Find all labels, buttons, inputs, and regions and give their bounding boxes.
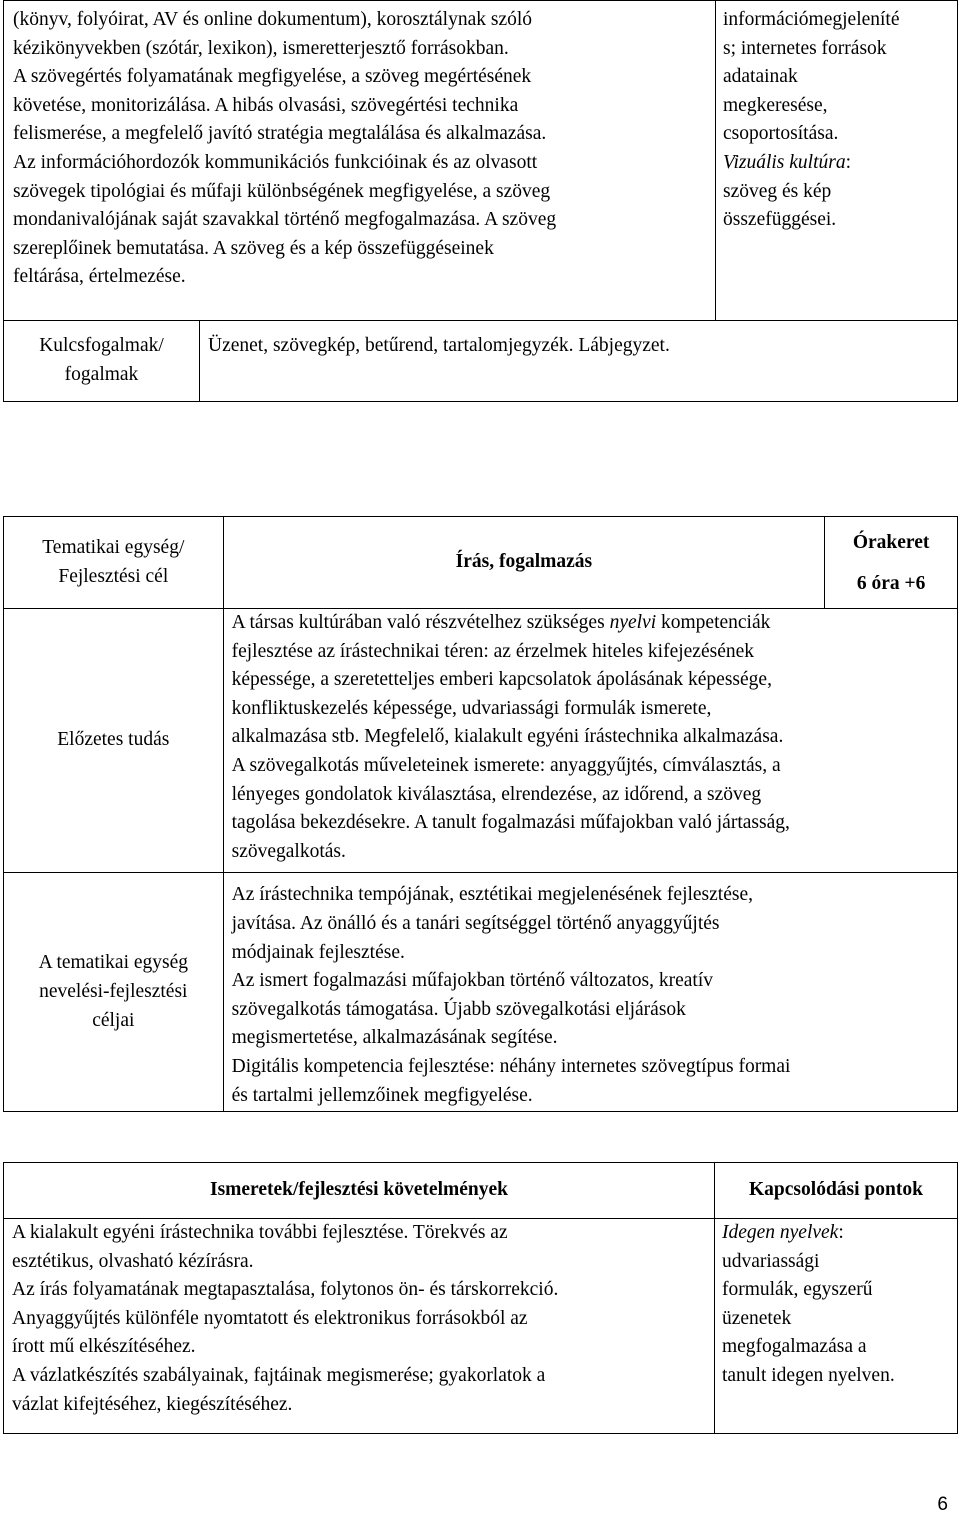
hours-label: Órakeret bbox=[852, 531, 930, 553]
content-line: szövegek tipológiai és műfaji különbségének megfigyelése, a szöveg bbox=[13, 180, 551, 202]
unit-title: Írás, fogalmazás bbox=[455, 551, 593, 573]
connection-line: tanult idegen nyelven. bbox=[721, 1364, 895, 1386]
prior-knowledge-label-cell bbox=[4, 609, 224, 873]
prior-knowledge-line: alkalmazása stb. Megfelelő, kialakult egyéni írástechnika alkalmazása. bbox=[231, 726, 784, 748]
requirement-line: Anyaggyűjtés különféle nyomtatott és elektronikus forrásokból az bbox=[12, 1307, 528, 1329]
curriculum-continuation-table bbox=[3, 0, 958, 402]
content-cell bbox=[4, 1, 716, 321]
connection-line: üzenetek bbox=[721, 1307, 792, 1329]
keywords-label: Kulcsfogalmak/ bbox=[39, 335, 164, 357]
goals-line: javítása. Az önálló és a tanári segítséggel történő anyaggyűjtés bbox=[231, 912, 720, 934]
unit-label: Tematikai egység/ bbox=[42, 536, 185, 558]
prior-knowledge-line: tagolása bekezdésekre. A tanult fogalmazási műfajokban való jártasság, bbox=[231, 812, 790, 834]
goals-label: A tematikai egység bbox=[38, 952, 189, 974]
requirements-table bbox=[3, 1162, 958, 1434]
goals-line: Digitális kompetencia fejlesztése: néhány internetes szövegtípus formai bbox=[231, 1055, 791, 1077]
connections-cell bbox=[714, 1219, 957, 1434]
goals-label: céljai bbox=[92, 1009, 135, 1031]
content-line: (könyv, folyóirat, AV és online dokumentum), korosztálynak szóló bbox=[13, 9, 533, 30]
requirement-line: esztétikus, olvasható kézírásra. bbox=[12, 1250, 254, 1272]
requirement-line: A kialakult egyéni írástechnika további fejlesztése. Törekvés az bbox=[12, 1222, 508, 1243]
connection-subject-line: Idegen nyelvek: bbox=[721, 1222, 844, 1243]
connection-line: szöveg és kép bbox=[723, 180, 832, 202]
requirement-line: írott mű elkészítéséhez. bbox=[12, 1336, 196, 1358]
prior-knowledge-line: lényeges gondolatok kiválasztása, elrendezése, az időrend, a szöveg bbox=[231, 783, 762, 805]
goals-line: és tartalmi jellemzőinek megfigyelése. bbox=[231, 1084, 533, 1106]
connection-subject-line: Vizuális kultúra: bbox=[723, 151, 852, 173]
prior-knowledge-line: konfliktuskezelés képessége, udvariassági formulák ismerete, bbox=[231, 697, 712, 719]
keywords-label-cell bbox=[4, 321, 200, 402]
goals-line: módjainak fejlesztése. bbox=[231, 941, 405, 963]
content-line: felismerése, a megfelelő javító stratégia megtalálása és alkalmazása. bbox=[13, 123, 547, 145]
hours-value: 6 óra +6 bbox=[856, 572, 926, 594]
prior-knowledge-line: A szövegalkotás műveleteinek ismerete: anyaggyűjtés, címválasztás, a bbox=[231, 754, 781, 776]
requirement-line: vázlat kifejtéséhez, kiegészítéséhez. bbox=[12, 1393, 293, 1415]
connections-header: Kapcsolódási pontok bbox=[749, 1179, 923, 1201]
content-line: feltárása, értelmezése. bbox=[13, 266, 186, 288]
goals-line: Az ismert fogalmazási műfajokban történő változatos, kreatív bbox=[231, 970, 713, 992]
prior-knowledge-line: szövegalkotás. bbox=[231, 840, 346, 862]
connection-line: udvariassági bbox=[721, 1250, 820, 1272]
requirement-line: A vázlatkészítés szabályainak, fajtáinak megismerése; gyakorlatok a bbox=[12, 1364, 546, 1386]
connection-line: megkeresése, bbox=[723, 94, 828, 116]
prior-knowledge-line: fejlesztése az írástechnikai téren: az érzelmek hiteles kifejezésének bbox=[231, 640, 755, 662]
content-line: Az információhordozók kommunikációs funkcióinak és az olvasott bbox=[13, 151, 538, 173]
prior-knowledge-cell bbox=[223, 609, 957, 873]
goals-label-cell bbox=[4, 873, 224, 1112]
goals-line: szövegalkotás támogatása. Újabb szövegalkotási eljárások bbox=[231, 998, 686, 1020]
content-line: követése, monitorizálása. A hibás olvasási, szövegértési technika bbox=[13, 94, 519, 116]
unit-title-cell bbox=[223, 517, 825, 609]
goals-cell bbox=[223, 873, 957, 1112]
page-number: 6 bbox=[937, 1494, 948, 1515]
keywords-label: fogalmak bbox=[64, 364, 139, 385]
hours-cell bbox=[825, 517, 958, 609]
requirements-header: Ismeretek/fejlesztési követelmények bbox=[209, 1179, 508, 1201]
content-line: mondanivalójának saját szavakkal történő megfogalmazása. A szöveg bbox=[13, 209, 557, 231]
prior-knowledge-line: A társas kultúrában való részvételhez szükséges nyelvi kompetenciák bbox=[231, 612, 771, 633]
content-line: A szövegértés folyamatának megfigyelése, a szöveg megértésének bbox=[13, 66, 532, 88]
connections-cell bbox=[716, 1, 958, 321]
content-line: kézikönyvekben (szótár, lexikon), ismeretterjesztő forrásokban. bbox=[13, 37, 509, 59]
goals-label: nevelési-fejlesztési bbox=[39, 981, 188, 1003]
goals-line: megismertetése, alkalmazásának segítése. bbox=[231, 1027, 558, 1049]
connection-line: formulák, egyszerű bbox=[721, 1279, 873, 1301]
connection-subject: Idegen nyelvek bbox=[721, 1222, 839, 1243]
keywords-value-cell bbox=[200, 321, 958, 402]
connections-header-cell bbox=[714, 1163, 957, 1219]
keywords-value: Üzenet, szövegkép, betűrend, tartalomjegyzék. Lábjegyzet. bbox=[208, 335, 670, 356]
connection-line: összefüggései. bbox=[723, 209, 837, 231]
connection-line: megfogalmazása a bbox=[721, 1336, 867, 1358]
content-line: szereplőinek bemutatása. A szöveg és a kép összefüggéseinek bbox=[13, 237, 494, 259]
requirements-header-cell bbox=[4, 1163, 715, 1219]
connection-line: csoportosítása. bbox=[723, 123, 839, 145]
connection-line: információmegjeleníté bbox=[723, 9, 900, 30]
connection-line: adatainak bbox=[723, 66, 798, 88]
unit-label-cell bbox=[4, 517, 224, 609]
prior-knowledge-line: képessége, a szeretetteljes emberi kapcsolatok ápolásának képessége, bbox=[231, 669, 772, 691]
connection-subject: Vizuális kultúra bbox=[723, 151, 846, 173]
requirement-line: Az írás folyamatának megtapasztalása, folytonos ön- és társkorrekció. bbox=[12, 1279, 559, 1301]
prior-knowledge-label: Előzetes tudás bbox=[57, 729, 170, 751]
goals-line: Az írástechnika tempójának, esztétikai megjelenésének fejlesztése, bbox=[231, 884, 753, 906]
connection-line: s; internetes források bbox=[723, 37, 887, 59]
unit-label: Fejlesztési cél bbox=[58, 565, 169, 587]
thematic-unit-table bbox=[3, 516, 958, 1112]
requirements-cell bbox=[4, 1219, 715, 1434]
